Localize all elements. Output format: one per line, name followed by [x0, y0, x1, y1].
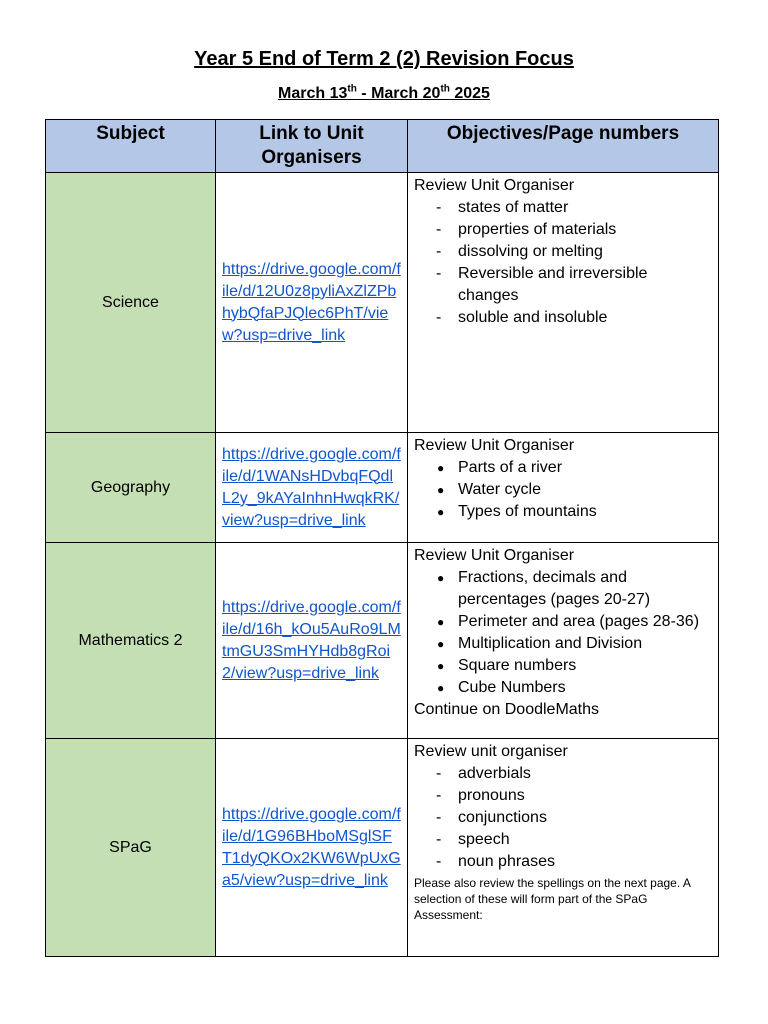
unit-organiser-link[interactable]: https://drive.google.com/file/d/1G96BHboMSglSFT1dyQKOx2KW6WpUxGa5/view?usp=drive_link: [222, 805, 401, 889]
link-cell: [216, 543, 408, 739]
objectives-cell: [408, 173, 719, 433]
date-start: March 13: [278, 85, 348, 102]
objectives-outro: Continue on DoodleMaths: [414, 701, 600, 718]
subject-cell: Mathematics 2: [46, 543, 216, 739]
objectives-intro: Review Unit Organiser: [414, 547, 575, 564]
table-row: [46, 543, 719, 739]
list-item: - speech: [414, 829, 712, 851]
link-cell: [216, 739, 408, 957]
list-item: - Reversible and irreversible changes: [414, 263, 712, 307]
table-row: [46, 173, 719, 433]
objectives-list: [414, 457, 712, 523]
unit-organiser-link[interactable]: https://drive.google.com/file/d/1WANsHDvbqFQdlL2y_9kAYaInhnHwqkRK/view?usp=drive_link: [222, 445, 401, 529]
list-item: ● Cube Numbers: [414, 677, 712, 699]
objectives-list: [414, 197, 712, 329]
list-item: ● Parts of a river: [414, 457, 712, 479]
list-item: - adverbials: [414, 763, 712, 785]
date-year: 2025: [449, 85, 490, 102]
date-end-suffix: th: [440, 83, 450, 95]
list-item: ● Perimeter and area (pages 28-36): [414, 611, 712, 633]
list-item: ● Square numbers: [414, 655, 712, 677]
list-item: - conjunctions: [414, 807, 712, 829]
list-item: - noun phrases: [414, 851, 712, 873]
table-header-row: [46, 120, 719, 173]
list-item: ● Types of mountains: [414, 501, 712, 523]
objectives-intro: Review Unit Organiser: [414, 177, 575, 194]
list-item: - soluble and insoluble: [414, 307, 712, 329]
list-item: - states of matter: [414, 197, 712, 219]
unit-organiser-link[interactable]: https://drive.google.com/file/d/16h_kOu5AuRo9LMtmGU3SmHYHdb8gRoi2/view?usp=drive_link: [222, 598, 401, 682]
list-item: ● Water cycle: [414, 479, 712, 501]
subject-cell: SPaG: [46, 739, 216, 957]
unit-organiser-link[interactable]: https://drive.google.com/file/d/12U0z8pyliAxZlZPbhybQfaPJQlec6PhT/view?usp=drive_link: [222, 260, 401, 344]
objectives-intro: Review unit organiser: [414, 743, 568, 760]
spelling-note: Please also review the spellings on the next page. A selection of these will form part of the SPaG Assessment:: [414, 876, 691, 922]
subject-cell: Science: [46, 173, 216, 433]
objectives-list: [414, 763, 712, 873]
list-item: - pronouns: [414, 785, 712, 807]
table-row: [46, 739, 719, 957]
header-link: Link to Unit Organisers: [216, 120, 408, 173]
link-cell: [216, 433, 408, 543]
header-objectives: Objectives/Page numbers: [408, 120, 719, 173]
date-end: - March 20: [356, 85, 441, 102]
revision-table: [45, 119, 719, 957]
objectives-list: [414, 567, 712, 699]
objectives-cell: [408, 739, 719, 957]
document-title: Year 5 End of Term 2 (2) Revision Focus: [194, 48, 574, 70]
link-cell: [216, 173, 408, 433]
list-item: ● Multiplication and Division: [414, 633, 712, 655]
list-item: - dissolving or melting: [414, 241, 712, 263]
header-subject: Subject: [46, 120, 216, 173]
list-item: - properties of materials: [414, 219, 712, 241]
objectives-intro: Review Unit Organiser: [414, 437, 575, 454]
subject-cell: Geography: [46, 433, 216, 543]
objectives-cell: [408, 433, 719, 543]
table-row: [46, 433, 719, 543]
date-start-suffix: th: [347, 83, 357, 95]
list-item: ● Fractions, decimals and percentages (pages 20-27): [414, 567, 712, 611]
date-range: [0, 85, 768, 103]
objectives-cell: [408, 543, 719, 739]
